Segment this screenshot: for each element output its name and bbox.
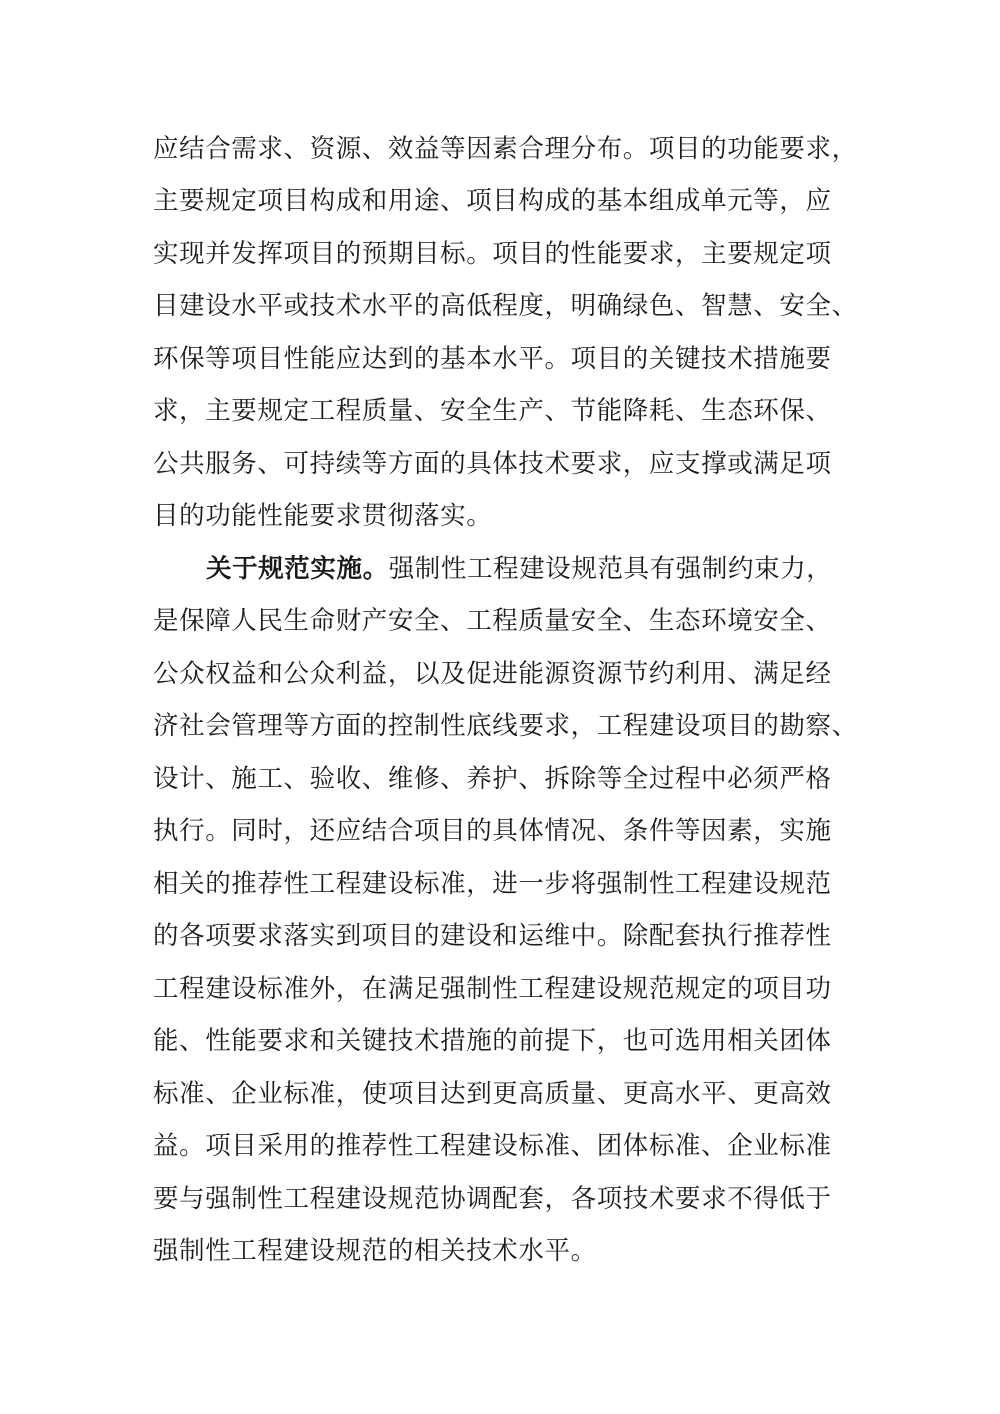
- text-line: 实现并发挥项目的预期目标。项目的性能要求，主要规定项: [153, 239, 832, 269]
- text-line: 公共服务、可持续等方面的具体技术要求，应支撑或满足项: [153, 449, 832, 479]
- text-line: 能、性能要求和关键技术措施的前提下，也可选用相关团体: [153, 1026, 832, 1056]
- text-line: 标准、企业标准，使项目达到更高质量、更高水平、更高效: [153, 1079, 832, 1109]
- text-line: 主要规定项目构成和用途、项目构成的基本组成单元等，应: [153, 186, 832, 216]
- text-line: 的各项要求落实到项目的建设和运维中。除配套执行推荐性: [153, 921, 832, 951]
- text-line: 设计、施工、验收、维修、养护、拆除等全过程中必须严格: [153, 764, 832, 794]
- text-line: 目的功能性能要求贯彻落实。: [153, 501, 493, 531]
- text-line: 应结合需求、资源、效益等因素合理分布。项目的功能要求，: [153, 134, 858, 164]
- text-line: 相关的推荐性工程建设标准，进一步将强制性工程建设规范: [153, 869, 832, 899]
- text-line: 环保等项目性能应达到的基本水平。项目的关键技术措施要: [153, 344, 832, 374]
- text-line: [206, 549, 906, 589]
- text-line: 益。项目采用的推荐性工程建设标准、团体标准、企业标准: [153, 1131, 832, 1161]
- text-line-rest: 强制性工程建设规范具有强制约束力，: [388, 554, 833, 584]
- text-line: 公众权益和公众利益，以及促进能源资源节约利用、满足经: [153, 659, 832, 689]
- text-line: 济社会管理等方面的控制性底线要求，工程建设项目的勘察、: [153, 711, 858, 741]
- paragraph-heading: 关于规范实施。: [206, 554, 389, 584]
- text-line: 求，主要规定工程质量、安全生产、节能降耗、生态环保、: [153, 396, 832, 426]
- text-line: 执行。同时，还应结合项目的具体情况、条件等因素，实施: [153, 816, 832, 846]
- text-line: 要与强制性工程建设规范协调配套，各项技术要求不得低于: [153, 1184, 832, 1214]
- text-line: 目建设水平或技术水平的高低程度，明确绿色、智慧、安全、: [153, 291, 858, 321]
- text-line: 强制性工程建设规范的相关技术水平。: [153, 1236, 597, 1266]
- text-line: 工程建设标准外，在满足强制性工程建设规范规定的项目功: [153, 974, 832, 1004]
- text-line: 是保障人民生命财产安全、工程质量安全、生态环境安全、: [153, 606, 832, 636]
